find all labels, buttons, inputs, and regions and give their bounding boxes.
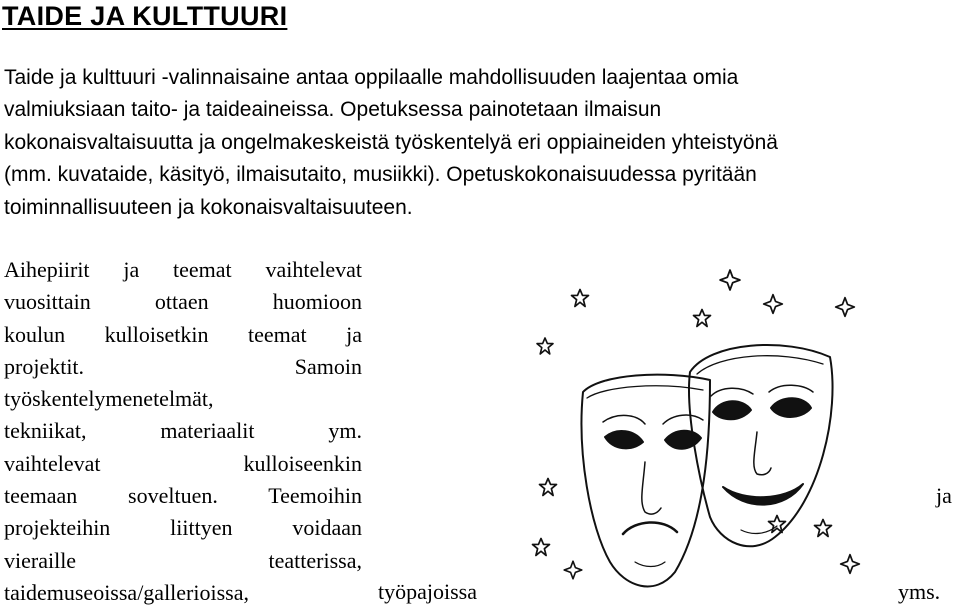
column-line: projektit. Samoin <box>4 353 362 379</box>
stray-word-yms: yms. <box>898 579 941 604</box>
column-line: taidemuseoissa/gallerioissa, <box>4 579 249 605</box>
star-icon <box>764 295 783 314</box>
star-icon <box>694 310 711 327</box>
stray-word-tyopajoissa: työpajoissa <box>378 579 477 604</box>
body-column <box>4 254 362 609</box>
star-icon <box>841 555 860 574</box>
stray-word-ja: ja <box>936 483 952 508</box>
column-line: Aihepiirit ja teemat vaihtelevat <box>4 257 362 282</box>
column-line: koulun kulloisetkin teemat ja <box>4 321 362 347</box>
intro-line: Taide ja kulttuuri -valinnaisaine antaa oppilaalle mahdollisuuden laajentaa omia <box>4 66 739 89</box>
intro-line: kokonaisvaltaisuutta ja ongelmakeskeistä työskentelyä eri oppiaineiden yhteistyönä <box>4 130 778 154</box>
column-line: tekniikat, materiaalit ym. <box>4 418 362 444</box>
star-icon <box>564 561 582 579</box>
star-icon <box>836 298 855 317</box>
intro-paragraph <box>4 62 954 224</box>
star-icon <box>572 290 589 307</box>
column-line: työskentelymenetelmät, <box>4 386 214 412</box>
star-icon <box>815 520 832 537</box>
star-icon <box>720 270 740 290</box>
intro-line: valmiuksiaan taito- ja taideaineissa. Opetuksessa painotetaan ilmaisun <box>4 98 662 122</box>
column-line: projekteihin liittyen voidaan <box>4 515 362 541</box>
intro-line: (mm. kuvataide, käsityö, ilmaisutaito, musiikki). Opetuskokonaisuudessa pyritään <box>4 163 757 187</box>
star-icon <box>533 539 550 556</box>
star-icon <box>540 479 557 496</box>
theatre-masks-illustration <box>505 262 865 607</box>
intro-line: toiminnallisuuteen ja kokonaisvaltaisuuteen. <box>4 195 413 219</box>
column-line: teemaan soveltuen. Teemoihin <box>4 483 362 509</box>
sad-mask <box>582 375 710 587</box>
column-line: vieraille teatterissa, <box>4 547 362 573</box>
happy-mask <box>689 345 833 546</box>
page-title: TAIDE JA KULTTUURI <box>2 1 288 31</box>
column-line: vuosittain ottaen huomioon <box>4 289 362 315</box>
star-icon <box>537 338 553 354</box>
column-line: vaihtelevat kulloiseenkin <box>4 450 362 476</box>
